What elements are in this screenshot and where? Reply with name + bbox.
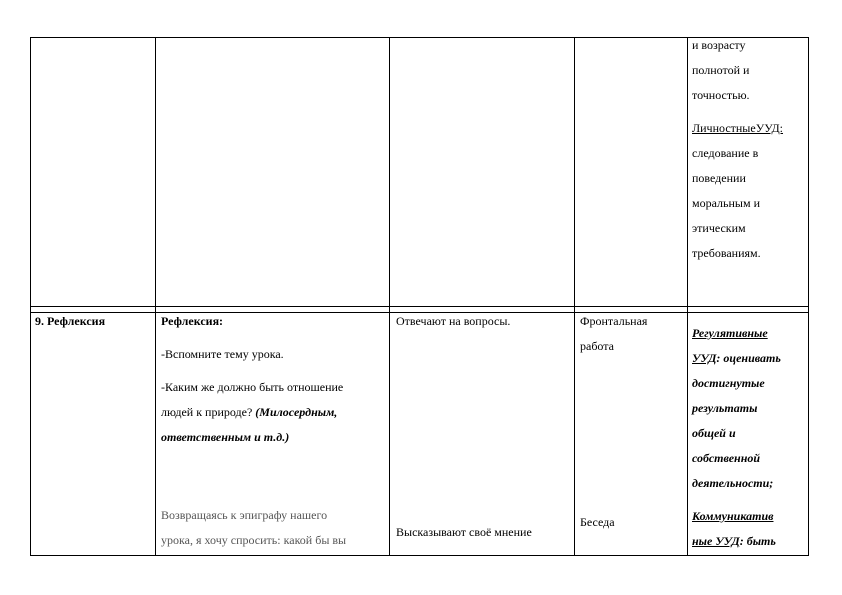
text-line: поведении: [692, 171, 746, 185]
uud-text: деятельности;: [692, 476, 774, 490]
row-divider: [30, 306, 808, 307]
question-text: -Вспомните тему урока.: [161, 347, 284, 361]
answer-hint: (Милосердным,: [255, 405, 338, 419]
uud-text: достигнутые: [692, 376, 765, 390]
column-divider: [687, 37, 688, 556]
answer-hint: ответственным и т.д.): [161, 430, 290, 444]
communicative-uud-heading: Коммуникатив: [692, 509, 774, 523]
work-form-cell-2: [580, 510, 684, 535]
regulatory-uud-heading: Регулятивные: [692, 326, 768, 340]
work-form-cell: [580, 309, 684, 359]
student-activity-cell: [396, 309, 571, 334]
uud-text: результаты: [692, 401, 758, 415]
text-line: точностью.: [692, 88, 750, 102]
stage-title: 9. Рефлексия: [35, 314, 106, 328]
reflection-heading: Рефлексия:: [161, 314, 224, 328]
work-form-text: работа: [580, 339, 614, 353]
epigraph-text: урока, я хочу спросить: какой бы вы: [161, 533, 347, 547]
teacher-activity-cell: [161, 309, 385, 450]
student-text: Высказывают своё мнение: [396, 525, 532, 539]
table-right-border: [808, 37, 809, 556]
uud-abbr: ные УУД: [692, 534, 740, 548]
uud-text: [692, 529, 806, 554]
text-line: следование в: [692, 146, 759, 160]
top-row-uud-cell: [692, 33, 804, 266]
work-form-text: Фронтальная: [580, 314, 648, 328]
uud-text: общей и: [692, 426, 736, 440]
work-form-text: Беседа: [580, 515, 615, 529]
text-line: полнотой и: [692, 63, 750, 77]
uud-cell: [692, 321, 806, 554]
student-activity-cell-2: [396, 520, 571, 545]
question-text: -Каким же должно быть отношение: [161, 380, 344, 394]
uud-text-rest: : оценивать: [716, 351, 781, 365]
personal-uud-heading: ЛичностныеУУД:: [692, 121, 783, 135]
table-bottom-border: [30, 555, 808, 556]
stage-cell: [35, 309, 151, 334]
student-text: Отвечают на вопросы.: [396, 314, 511, 328]
question-text: [161, 400, 385, 425]
question-plain: людей к природе?: [161, 405, 253, 419]
uud-text: [692, 346, 806, 371]
uud-text: собственной: [692, 451, 761, 465]
table-left-border: [30, 37, 31, 556]
text-line: этическим: [692, 221, 746, 235]
column-divider: [155, 37, 156, 556]
column-divider: [389, 37, 390, 556]
epigraph-text: Возвращаясь к эпиграфу нашего: [161, 508, 328, 522]
uud-text-rest: : быть: [739, 534, 776, 548]
uud-abbr: УУД: [692, 351, 717, 365]
column-divider: [574, 37, 575, 556]
text-line: требованиям.: [692, 246, 761, 260]
text-line: и возрасту: [692, 38, 746, 52]
teacher-activity-epigraph: [161, 503, 385, 553]
text-line: моральным и: [692, 196, 760, 210]
